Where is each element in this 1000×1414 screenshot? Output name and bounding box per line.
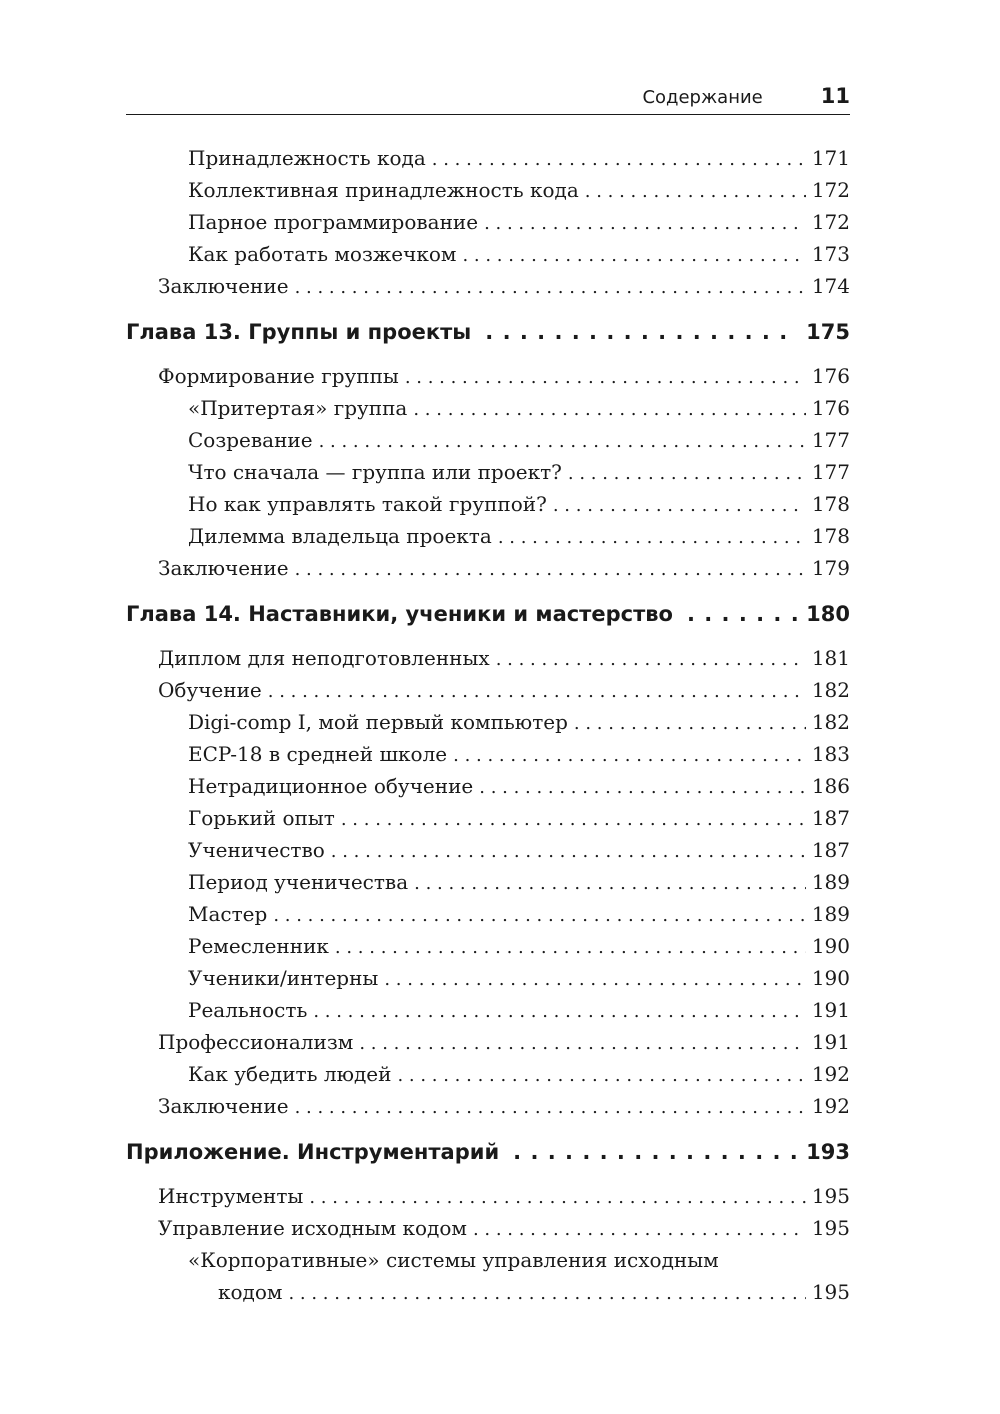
toc-leader (414, 868, 806, 900)
toc-leader (295, 272, 806, 304)
toc-entry (126, 962, 850, 994)
toc-leader (331, 836, 806, 868)
running-head-title: Содержание (642, 87, 763, 108)
toc-entry (126, 930, 850, 962)
toc-entry-title: Период ученичества (188, 870, 409, 894)
chapter-title: Приложение. Инструментарий (126, 1140, 500, 1164)
toc-entry (126, 206, 850, 238)
toc-entry-page: 182 (811, 710, 850, 734)
toc-leader (295, 1092, 806, 1124)
chapter-title: Глава 14. Наставники, ученики и мастерство (126, 602, 673, 626)
toc-leader (432, 144, 806, 176)
toc-entry-page: 191 (811, 998, 850, 1022)
toc-entry (126, 1058, 850, 1090)
toc-entry (126, 520, 850, 552)
toc-entry-title: Коллективная принадлежность кода (188, 178, 579, 202)
toc-entry-page: 178 (811, 524, 850, 548)
toc-entry (126, 174, 850, 206)
toc-entry-title: Как работать мозжечком (188, 242, 457, 266)
toc-entry (126, 1212, 850, 1244)
toc-leader (273, 900, 806, 932)
toc-entry (126, 738, 850, 770)
toc-entry-title: Инструменты (158, 1184, 304, 1208)
toc-chapter-14 (126, 594, 850, 634)
toc-entry (126, 424, 850, 456)
toc-leader (553, 490, 806, 522)
toc-entry-page: 191 (811, 1030, 850, 1054)
toc-entry (126, 1180, 850, 1212)
toc-entry (126, 456, 850, 488)
toc-leader (496, 644, 806, 676)
toc-entry-page: 195 (811, 1216, 850, 1240)
toc-entry-page: 174 (811, 274, 850, 298)
toc-entry-page: 177 (811, 460, 850, 484)
toc-leader (335, 932, 806, 964)
toc-leader (513, 1132, 798, 1172)
chapter-page: 180 (806, 602, 850, 626)
toc-entry-page: 178 (811, 492, 850, 516)
toc-entry-title: Но как управлять такой группой? (188, 492, 547, 516)
toc-entry-page: 172 (811, 178, 850, 202)
toc-entry (126, 238, 850, 270)
toc-entry (126, 270, 850, 302)
chapter-page: 193 (806, 1140, 850, 1164)
toc-entry-title: Digi-comp I, мой первый компьютер (188, 710, 568, 734)
toc-entry-title: Дилемма владельца проекта (188, 524, 492, 548)
toc-leader (341, 804, 806, 836)
toc-leader (309, 1182, 806, 1214)
toc-leader (568, 458, 806, 490)
toc-entry-page: 190 (811, 934, 850, 958)
toc-entry-page: 177 (811, 428, 850, 452)
toc-entry (126, 642, 850, 674)
toc-entry (126, 994, 850, 1026)
toc-entry-title-line1: «Корпоративные» системы управления исходным (188, 1248, 719, 1272)
toc-entry-title: Формирование группы (158, 364, 399, 388)
toc-entry-title: Управление исходным кодом (158, 1216, 467, 1240)
toc-leader (397, 1060, 805, 1092)
toc-leader (405, 362, 806, 394)
toc-entry (126, 1090, 850, 1122)
toc-entry-title: Мастер (188, 902, 268, 926)
toc-entry-title: Ремесленник (188, 934, 329, 958)
toc-leader (498, 522, 806, 554)
toc-entry-title: Созревание (188, 428, 313, 452)
toc-entry-title: Заключение (158, 274, 289, 298)
toc-entry-page: 192 (811, 1062, 850, 1086)
toc-leader (687, 594, 798, 634)
toc-entry-page: 172 (811, 210, 850, 234)
toc-leader (288, 1278, 805, 1310)
toc-leader (319, 426, 806, 458)
toc-appendix (126, 1132, 850, 1172)
toc-entry-title: Ученики/интерны (188, 966, 379, 990)
toc-entry-title: Как убедить людей (188, 1062, 392, 1086)
running-head (126, 84, 850, 114)
toc-entry (126, 770, 850, 802)
toc-entry (126, 488, 850, 520)
toc-entry-page: 176 (811, 364, 850, 388)
page-number: 11 (820, 84, 850, 108)
toc-leader (479, 772, 806, 804)
toc-entry-title: ECP-18 в средней школе (188, 742, 448, 766)
toc-leader (384, 964, 805, 996)
toc-leader (295, 554, 806, 586)
toc-leader (473, 1214, 806, 1246)
toc-entry-title: Нетрадиционное обучение (188, 774, 474, 798)
toc-leader (462, 240, 805, 272)
toc-entry-page: 173 (811, 242, 850, 266)
toc-entry-title: Диплом для неподготовленных (158, 646, 490, 670)
toc-entry-title: Заключение (158, 556, 289, 580)
toc-leader (574, 708, 806, 740)
toc-entry-title: Заключение (158, 1094, 289, 1118)
toc-entry-page: 195 (811, 1280, 850, 1304)
toc-leader (485, 312, 798, 352)
toc-leader (453, 740, 806, 772)
toc-entry-page: 182 (811, 678, 850, 702)
toc-entry (126, 834, 850, 866)
chapter-page: 175 (806, 320, 850, 344)
toc-entry (126, 142, 850, 174)
table-of-contents (126, 142, 850, 1308)
toc-leader (585, 176, 806, 208)
toc-entry (126, 866, 850, 898)
toc-entry-title-line2: кодом (218, 1280, 283, 1304)
toc-entry-page: 179 (811, 556, 850, 580)
toc-leader (268, 676, 806, 708)
toc-entry-page: 187 (811, 838, 850, 862)
toc-entry-page: 195 (811, 1184, 850, 1208)
toc-entry (126, 360, 850, 392)
toc-chapter-13 (126, 312, 850, 352)
toc-leader (359, 1028, 806, 1060)
toc-entry (126, 674, 850, 706)
toc-entry (126, 898, 850, 930)
toc-entry-page: 187 (811, 806, 850, 830)
toc-entry-title: Профессионализм (158, 1030, 354, 1054)
toc-entry-title: Обучение (158, 678, 262, 702)
toc-entry (126, 392, 850, 424)
toc-leader (313, 996, 805, 1028)
toc-entry-page: 189 (811, 902, 850, 926)
toc-entry-page: 176 (811, 396, 850, 420)
toc-entry-title: Реальность (188, 998, 308, 1022)
header-rule (126, 114, 850, 115)
toc-entry-page: 186 (811, 774, 850, 798)
toc-entry (126, 1026, 850, 1058)
toc-entry-title: Парное программирование (188, 210, 479, 234)
toc-entry (126, 1276, 850, 1308)
toc-entry-page: 189 (811, 870, 850, 894)
toc-entry (126, 552, 850, 584)
toc-leader (413, 394, 805, 426)
toc-entry-title: Принадлежность кода (188, 146, 426, 170)
toc-entry-page: 192 (811, 1094, 850, 1118)
toc-entry-page: 190 (811, 966, 850, 990)
toc-entry (126, 706, 850, 738)
chapter-title: Глава 13. Группы и проекты (126, 320, 472, 344)
toc-entry-title: Что сначала — группа или проект? (188, 460, 562, 484)
toc-entry-title: Горький опыт (188, 806, 335, 830)
toc-leader (484, 208, 806, 240)
toc-entry-page: 171 (811, 146, 850, 170)
toc-entry-title: «Притертая» группа (188, 396, 408, 420)
toc-entry-page: 183 (811, 742, 850, 766)
toc-entry (126, 802, 850, 834)
toc-entry-page: 181 (811, 646, 850, 670)
toc-entry-title: Ученичество (188, 838, 325, 862)
